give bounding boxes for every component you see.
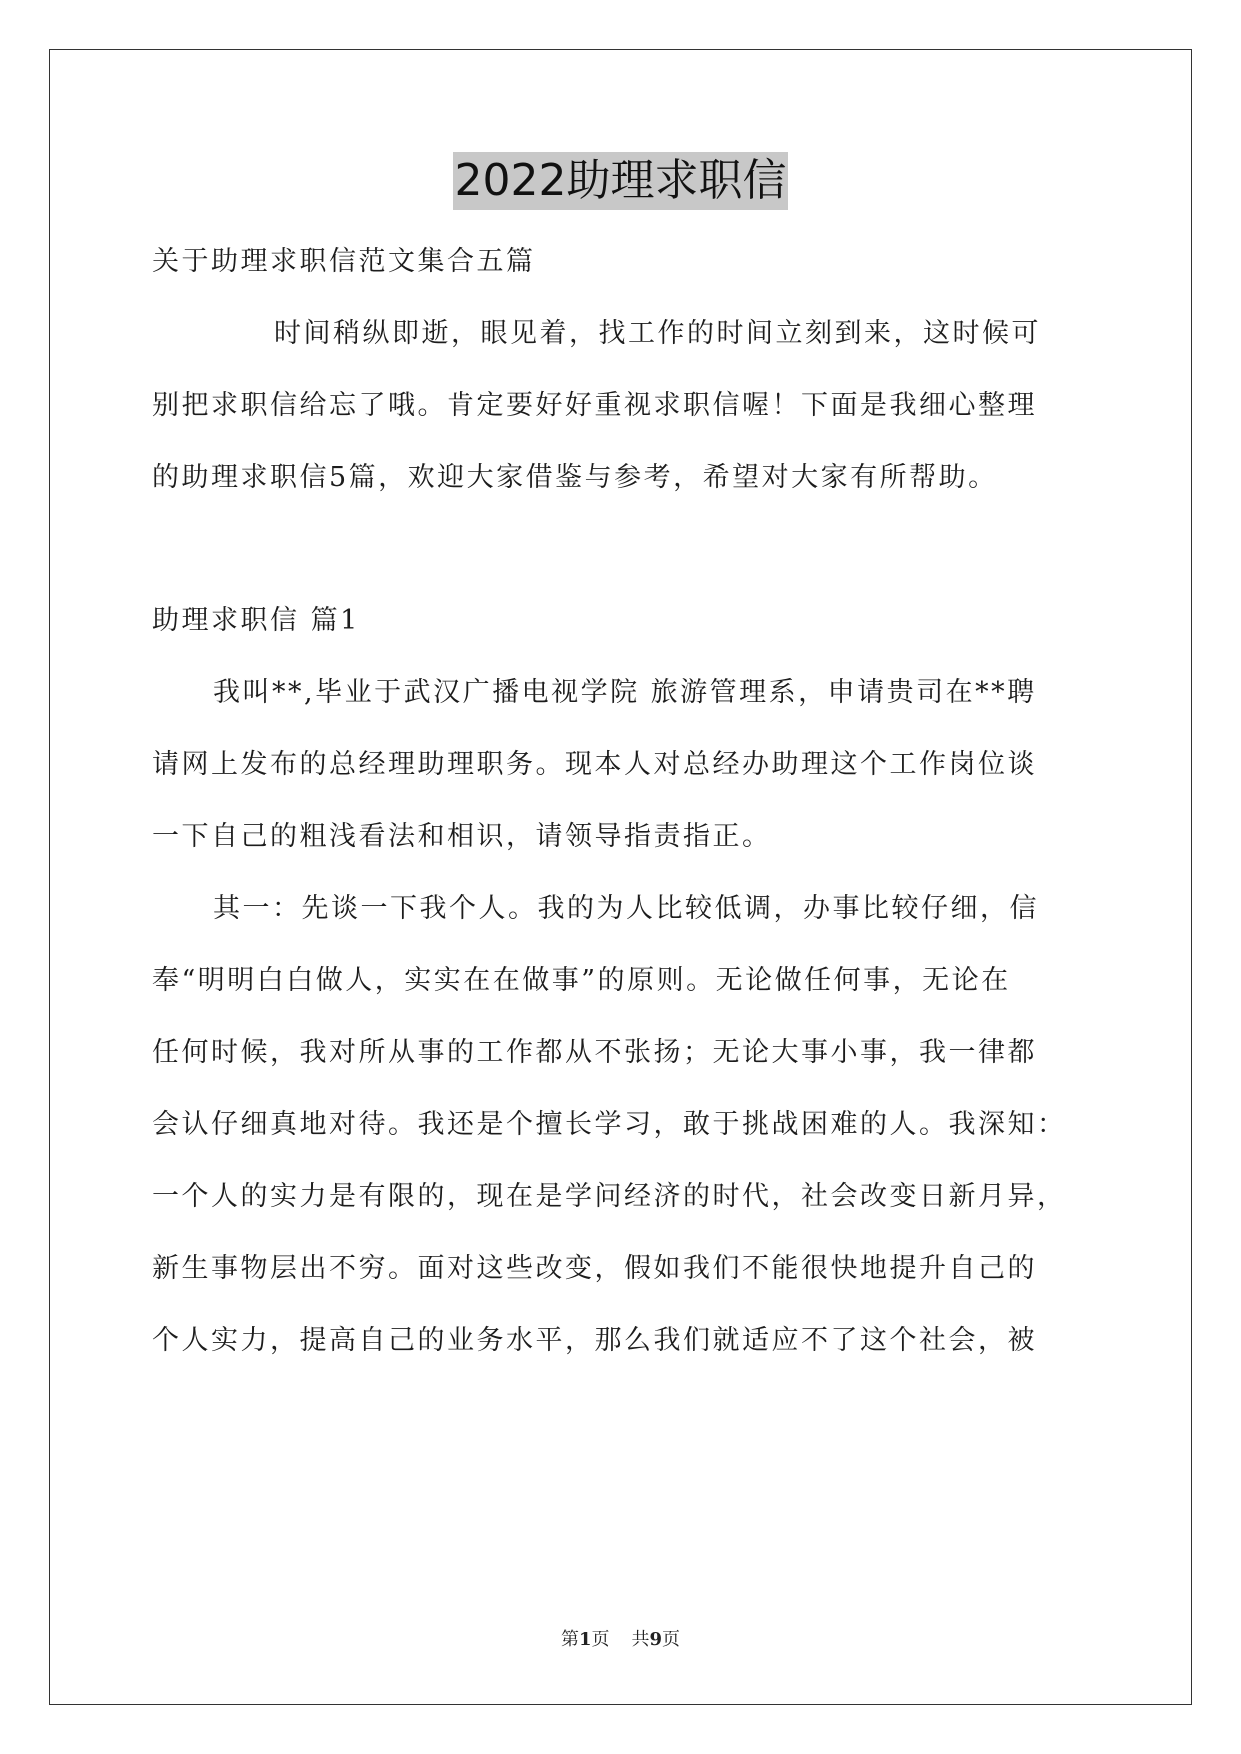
body-line-3: 一下自己的粗浅看法和相识，请领导指责指正。 <box>152 821 772 852</box>
body-line-2: 请网上发布的总经理助理职务。现本人对总经办助理这个工作岗位谈 <box>152 749 1037 780</box>
section-heading: 助理求职信 篇1 <box>152 605 360 636</box>
footer-page-number: 1 <box>578 1629 592 1650</box>
body-line-7: 会认仔细真地对待。我还是个擅长学习，敢于挑战困难的人。我深知： <box>152 1109 1067 1140</box>
footer-page-suffix: 页 <box>591 1629 610 1650</box>
body-line-4: 其一：先谈一下我个人。我的为人比较低调，办事比较仔细，信 <box>213 893 1039 924</box>
document-subtitle: 关于助理求职信范文集合五篇 <box>152 246 536 277</box>
body-line-5: 奉“明明白白做人，实实在在做事”的原则。无论做任何事，无论在 <box>152 965 1011 996</box>
intro-line-2: 别把求职信给忘了哦。肯定要好好重视求职信喔！下面是我细心整理 <box>152 390 1037 421</box>
footer-prefix: 第 <box>560 1629 579 1650</box>
footer-total-suffix: 页 <box>662 1629 681 1650</box>
body-line-1: 我叫**,毕业于武汉广播电视学院 旅游管理系，申请贵司在**聘 <box>213 677 1037 708</box>
body-line-6: 任何时候，我对所从事的工作都从不张扬；无论大事小事，我一律都 <box>152 1037 1037 1068</box>
page-footer <box>0 1627 1241 1653</box>
intro-line-3: 的助理求职信5篇，欢迎大家借鉴与参考，希望对大家有所帮助。 <box>152 462 998 493</box>
footer-total-prefix: 共 <box>631 1629 650 1650</box>
document-title: 2022助理求职信 <box>453 152 789 210</box>
intro-line-1: 时间稍纵即逝，眼见着，找工作的时间立刻到来，这时候可 <box>274 318 1041 349</box>
title-wrap <box>0 152 1241 210</box>
body-line-8: 一个人的实力是有限的，现在是学问经济的时代，社会改变日新月异， <box>152 1181 1067 1212</box>
footer-total-pages: 9 <box>649 1629 663 1650</box>
body-line-9: 新生事物层出不穷。面对这些改变，假如我们不能很快地提升自己的 <box>152 1253 1037 1284</box>
body-line-10: 个人实力，提高自己的业务水平，那么我们就适应不了这个社会，被 <box>152 1325 1037 1356</box>
page-border <box>49 49 1192 1705</box>
